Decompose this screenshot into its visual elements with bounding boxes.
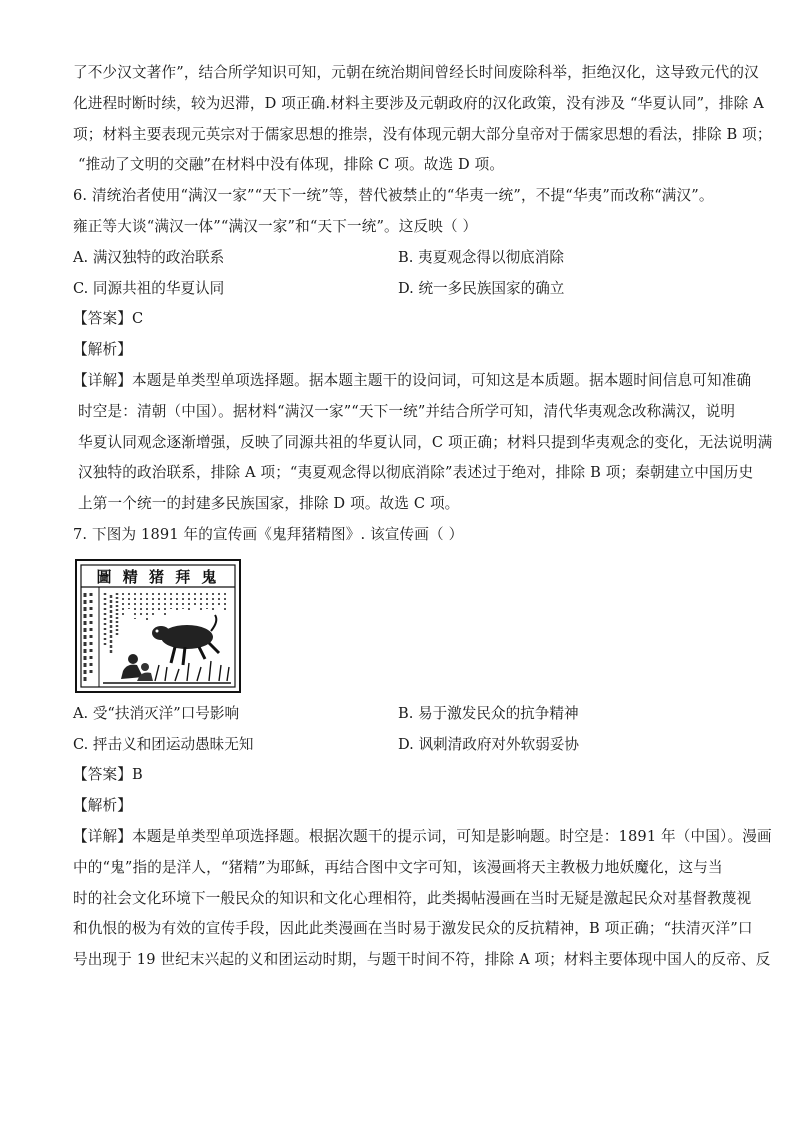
answer-line bbox=[73, 304, 743, 335]
question-stem: 雍正等大谈“满汉一体”“满汉一家”和“天下一统”。这反映（ ） bbox=[73, 217, 478, 235]
analysis-label: 【解析】 bbox=[73, 797, 132, 815]
detail-line: 【详解】本题是单类型单项选择题。据本题主题干的设问词，可知这是本质题。据本题时间信息可知准确 bbox=[73, 371, 752, 389]
document-page bbox=[73, 58, 773, 976]
option-c: C. 同源共祖的华夏认同 bbox=[73, 279, 225, 297]
detail-line: 华夏认同观念逐渐增强，反映了同源共祖的华夏认同，C 项正确；材料只提到华夷观念的变化，无法说明满 bbox=[78, 433, 773, 451]
woodcut-illustration bbox=[75, 559, 241, 693]
answer-value: B bbox=[131, 766, 143, 784]
question-6 bbox=[73, 181, 773, 520]
options-row bbox=[73, 274, 743, 305]
option-b: B. 夷夏观念得以彻底消除 bbox=[398, 248, 564, 266]
figure-title: 圖 精 猪 拜 鬼 bbox=[96, 567, 220, 586]
option-a: A. 满汉独特的政治联系 bbox=[73, 248, 225, 266]
answer-line bbox=[73, 760, 743, 791]
detail-line: 中的“鬼”指的是洋人，“猪精”为耶稣，再结合图中文字可知，该漫画将天主教极力地妖魔化，这与当 bbox=[73, 858, 723, 876]
options-row bbox=[73, 699, 743, 730]
option-d: D. 讽刺清政府对外软弱妥协 bbox=[398, 735, 579, 753]
text-line: 化进程时断时续，较为迟滞，D 项正确.材料主要涉及元朝政府的汉化政策，没有涉及 “华夏认同”，排除 A bbox=[73, 94, 764, 112]
text-line: “推动了文明的交融”在材料中没有体现，排除 C 项。故选 D 项。 bbox=[78, 156, 505, 174]
question-7 bbox=[73, 520, 772, 976]
detail-line: 号出现于 19 世纪末兴起的义和团运动时期，与题干时间不符，排除 A 项；材料主要体现中国人的反帝、反 bbox=[73, 951, 771, 969]
option-d: D. 统一多民族国家的确立 bbox=[398, 279, 565, 297]
text-line: 了不少汉文著作”，结合所学知识可知，元朝在统治期间曾经长时间废除科举，拒绝汉化，这导致元代的汉 bbox=[73, 64, 759, 81]
option-b: B. 易于激发民众的抗争精神 bbox=[398, 704, 579, 722]
answer-label: 【答案】 bbox=[73, 766, 132, 784]
answer-label: 【答案】 bbox=[73, 310, 132, 328]
detail-line: 和仇恨的极为有效的宣传手段，因此此类漫画在当时易于激发民众的反抗精神，B 项正确；“扶清灭洋”口 bbox=[73, 920, 753, 938]
previous-analysis bbox=[73, 58, 772, 181]
detail-line: 汉独特的政治联系，排除 A 项；“夷夏观念得以彻底消除”表述过于绝对，排除 B 项；秦朝建立中国历史 bbox=[78, 464, 754, 482]
options-row bbox=[73, 730, 743, 761]
detail-line: 上第一个统一的封建多民族国家，排除 D 项。故选 C 项。 bbox=[78, 495, 460, 513]
question-stem: 6. 清统治者使用“满汉一家”“天下一统”等，替代被禁止的“华夷一统”，不提“华夷”而改称“满汉”。 bbox=[73, 187, 714, 205]
answer-value: C bbox=[131, 310, 144, 328]
detail-line: 【详解】本题是单类型单项选择题。根据次题干的提示词，可知是影响题。时空是：1891 年（中国）。漫画 bbox=[73, 827, 772, 845]
text-line: 项；材料主要表现元英宗对于儒家思想的推崇，没有体现元朝大部分皇帝对于儒家思想的看法，排除 B 项； bbox=[73, 125, 772, 143]
options-row bbox=[73, 243, 743, 274]
propaganda-woodcut-image bbox=[75, 559, 241, 693]
question-stem: 7. 下图为 1891 年的宣传画《鬼拜猪精图》. 该宣传画（ ） bbox=[73, 525, 464, 543]
analysis-label: 【解析】 bbox=[73, 341, 132, 359]
detail-line: 时的社会文化环境下一般民众的知识和文化心理相符，此类揭帖漫画在当时无疑是激起民众对基督教蔑视 bbox=[73, 889, 752, 907]
option-c: C. 抨击义和团运动愚昧无知 bbox=[73, 735, 254, 753]
detail-line: 时空是：清朝（中国）。据材料“满汉一家”“天下一统”并结合所学可知，清代华夷观念改称满汉，说明 bbox=[78, 402, 736, 420]
option-a: A. 受“扶消灭洋”口号影响 bbox=[73, 704, 240, 722]
